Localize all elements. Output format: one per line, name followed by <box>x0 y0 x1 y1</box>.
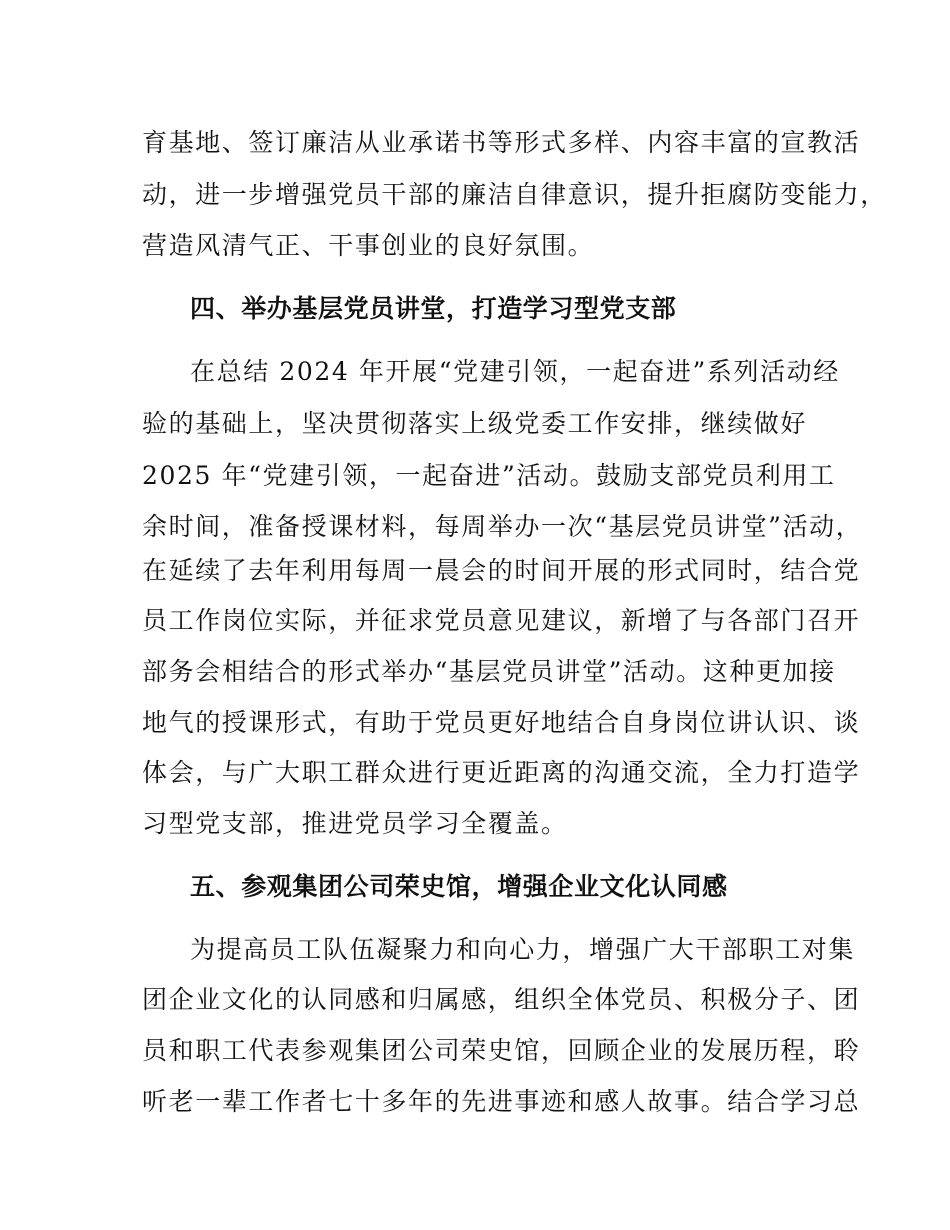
paragraph-line: 地气的授课形式，有助于党员更好地结合自身岗位讲认识、谈 <box>142 708 861 737</box>
paragraph-line: 团企业文化的认同感和归属感，组织全体党员、积极分子、团 <box>142 985 861 1014</box>
paragraph-line: 为提高员工队伍凝聚力和向心力，增强广大干部职工对集 <box>190 935 856 964</box>
paragraph-line: 验的基础上，坚决贯彻落实上级党委工作安排，继续做好 <box>142 409 808 438</box>
paragraph-line: 习型党支部，推进党员学习全覆盖。 <box>142 809 568 838</box>
paragraph-line: 员和职工代表参观集团公司荣史馆，回顾企业的发展历程，聆 <box>142 1036 861 1065</box>
section-heading: 五、参观集团公司荣史馆，增强企业文化认同感 <box>190 872 728 901</box>
paragraph-line: 部务会相结合的形式举办“基层党员讲堂”活动。这种更加接 <box>142 657 836 686</box>
paragraph-line: 员工作岗位实际，并征求党员意见建议，新增了与各部门召开 <box>142 606 861 635</box>
paragraph-line: 在延续了去年利用每周一晨会的时间开展的形式同时，结合党 <box>142 556 861 585</box>
paragraph-line: 动，进一步增强党员干部的廉洁自律意识，提升拒腐防变能力， <box>142 180 887 209</box>
paragraph-line: 育基地、签订廉洁从业承诺书等形式多样、内容丰富的宣教活 <box>142 128 861 157</box>
paragraph-line: 2025 年“党建引领，一起奋进”活动。鼓励支部党员利用工 <box>142 461 836 490</box>
paragraph-line: 营造风清气正、干事创业的良好氛围。 <box>142 231 595 260</box>
paragraph-line: 余时间，准备授课材料，每周举办一次“基层党员讲堂”活动， <box>142 512 863 541</box>
paragraph-line: 听老一辈工作者七十多年的先进事迹和感人故事。结合学习总 <box>142 1087 861 1116</box>
paragraph-line: 在总结 2024 年开展“党建引领，一起奋进”系列活动经 <box>190 357 840 386</box>
section-heading: 四、举办基层党员讲堂，打造学习型党支部 <box>190 294 677 323</box>
paragraph-line: 体会，与广大职工群众进行更近距离的沟通交流，全力打造学 <box>142 758 861 787</box>
